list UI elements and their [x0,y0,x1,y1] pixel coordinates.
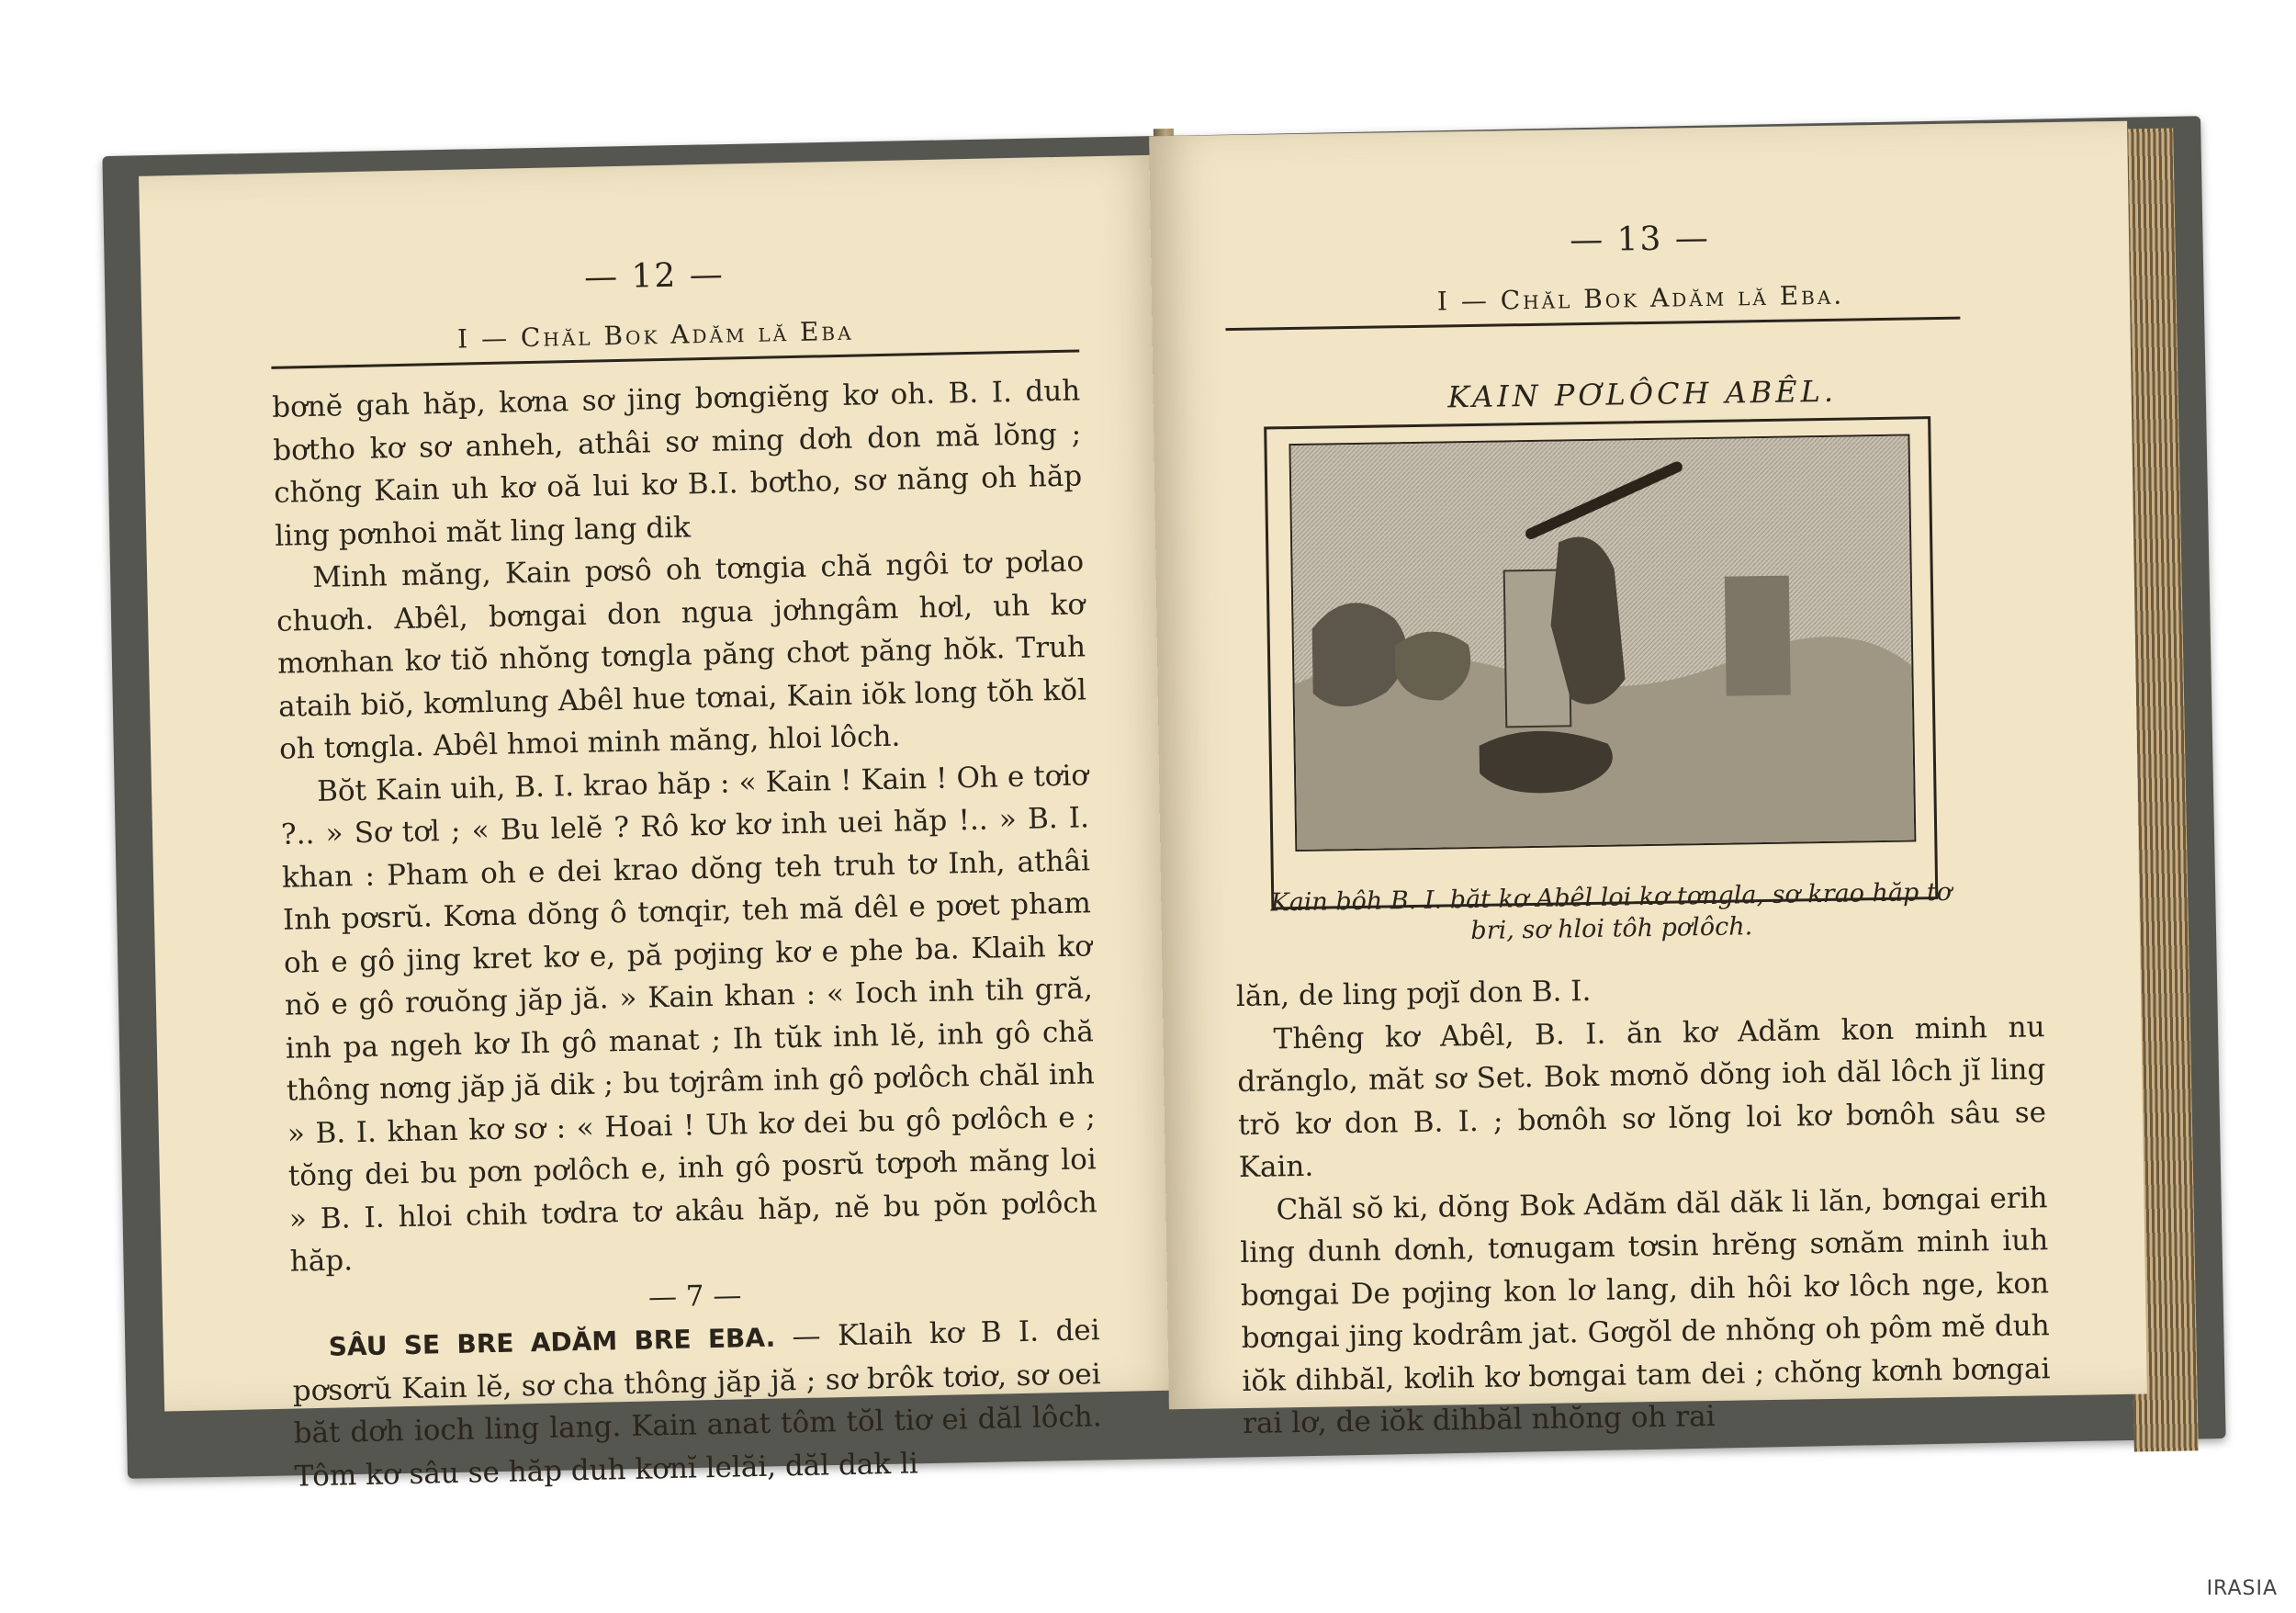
left-page [139,154,1191,1494]
right-body [1236,963,2052,1445]
right-page [1149,121,2147,1441]
illustration-caption: Kain bôh B. I. băt kơ Abêl loi kơ tơngla, sơ krao hăp tơ bri, sơ hloi tôh pơlôch. [1270,877,1953,946]
illustration-frame [1264,416,1938,909]
section-number: — 7 — [647,1278,742,1314]
left-paragraph: bơnĕ gah hăp, kơna sơ jing bơngiĕng kơ oh. B. I. duh bơtho kơ sơ anheh, athâi sơ ming dơh don mă lŏng ; chŏng Kain uh kơ oă lui kơ B.I. bơtho, sơ năng oh hăp ling pơnhoi măt ling lang dik [271,374,1083,553]
right-paragraph: lăn, de ling pơjĭ don B. I. [1235,975,1592,1014]
left-body [272,369,1103,1497]
chapter-title: KAIN PƠLÔCH ABÊL. [1447,373,1838,415]
right-page-number: — 13 — [1569,219,1711,260]
right-paragraph: Chăl sŏ ki, dŏng Bok Adăm dăl dăk li lăn, bơngai erih ling dunh dơnh, tơnugam tơsin hrĕng sơnăm minh iuh bơngai De pơjing kon lơ lang, dih hôi kơ lôch nge, kon bơngai jing kodrâm jat. Gơgŏl de nhŏng oh pôm mĕ duh iŏk dihbăl, kơlih kơ bơngai tam dei ; chŏng kơnh bơngai rai lơ, de iŏk dihbăl nhŏng oh rai [1240,1180,2051,1441]
left-page-number: — 12 — [583,255,726,297]
section-text: — Klaih kơ B I. dei pơsơrŭ Kain lĕ, sơ cha thông jăp jă ; sơ brôk tơiơ, sơ oei băt dơh ioch ling lang. Kain anat tôm tŏl tiơ ei dăl lôch. Tôm kơ sâu se hăp duh kơnĭ lelăi, dăl dak li [292,1314,1102,1494]
left-paragraph: Minh măng, Kain pơsô oh tơngia chă ngôi tơ pơlao chuơh. Abêl, bơngai don ngua jơhngâm hơl, uh kơ mơnhan kơ tiŏ nhŏng tơngla păng chơt păng hŏk. Truh ataih biŏ, kơmlung Abêl hue tơnai, Kain iŏk long tŏh kŏl oh tơngla. Abêl hmoi minh măng, hloi lôch. [276,545,1087,766]
archive-watermark: IRASIA [2206,1577,2278,1600]
left-running-head: I — Chăl Bok Adăm lă Eba [456,315,854,355]
section-heading: SÂU SE BRE ADĂM BRE EBA. [328,1322,776,1362]
ruined-pillar [1725,576,1791,696]
left-paragraph: Bŏt Kain uih, B. I. krao hăp : « Kain ! Kain ! Oh e tơiơ ?.. » Sơ tơl ; « Bu lelĕ ? Rô kơ kơ inh uei hăp !.. » B. I. khan : Pham oh e dei krao dŏng teh truh tơ Inh, athâi Inh pơsrŭ. Kơna dŏng ô tơnqir, teh mă dêl e pơet pham oh e gô jing kret kơ e, pă pơjing kơ e phe ba. Klaih kơ nŏ e gô rơuŏng jăp jă. » Kain khan : « Ioch inh tih gră, inh pa ngeh kơ Ih gô manat ; Ih tŭk inh lĕ, inh gô chă thông nơng jăp jă dik ; bu tơjrâm inh gô pơlôch chăl inh » B. I. khan kơ sơ : « Hoai ! Uh kơ dei bu gô pơlôch e ; tŏng dei bu pơn pơlôch e, inh gô posrŭ tơpơh măng loi » B. I. hloi chih tơdra tơ akâu hăp, nĕ bu pŏn pơlôch hăp. [280,758,1098,1279]
right-running-head: I — Chăl Bok Adăm lă Eba. [1436,279,1845,317]
engraving-illustration [1289,434,1916,852]
right-header-rule [1225,317,1960,332]
right-paragraph: Thêng kơ Abêl, B. I. ăn kơ Adăm kon minh nu drănglo, măt sơ Set. Bok mơnŏ dŏng ioh dăl lôch jĭ ling trŏ kơ don B. I. ; bơnôh sơ lŏng loi kơ bơnôh sâu se Kain. [1237,1010,2047,1185]
